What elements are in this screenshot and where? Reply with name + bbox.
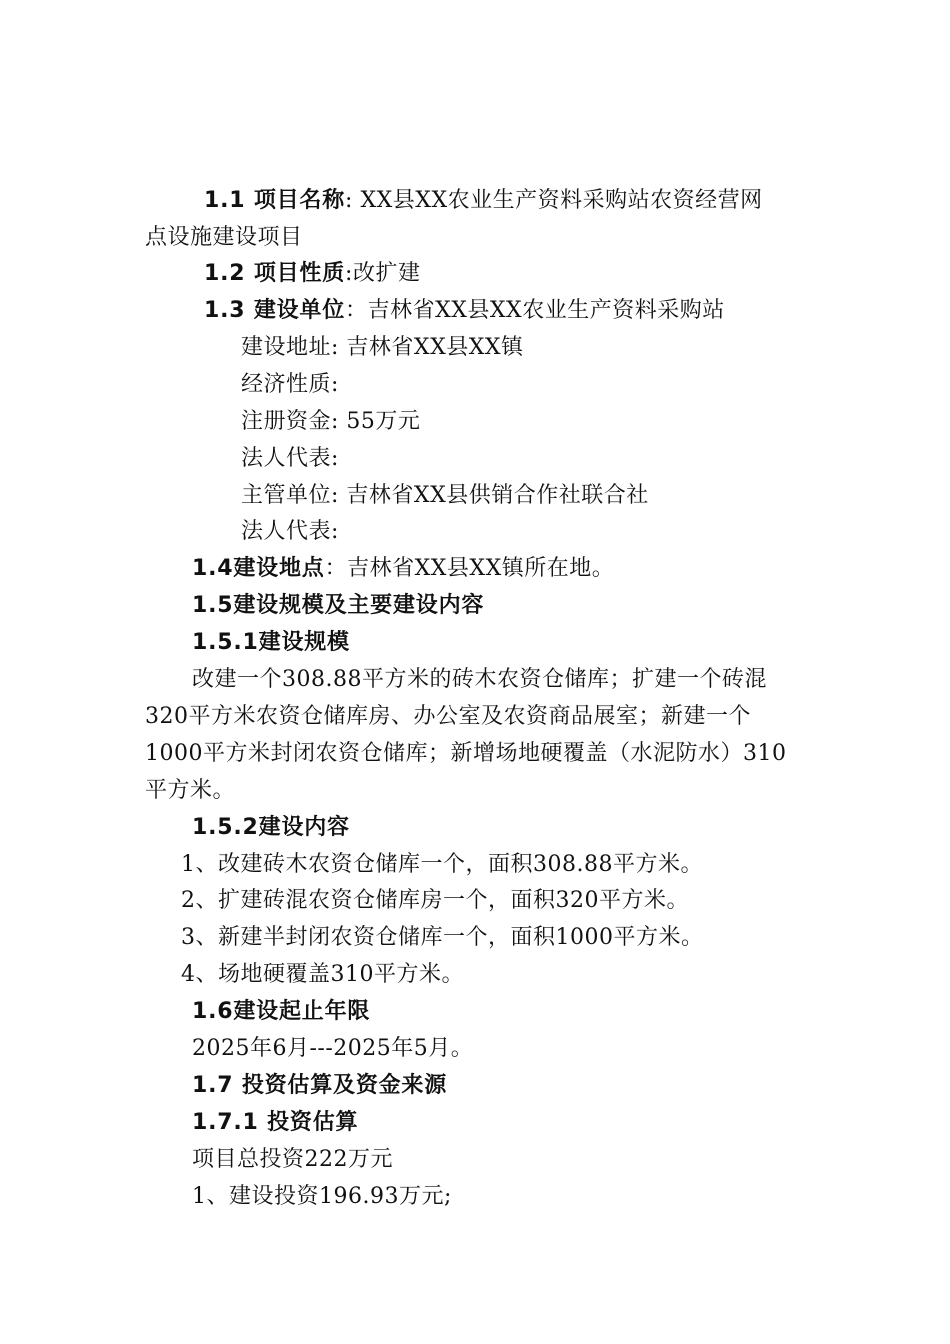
content-item-4: 4、场地硬覆盖310平方米。	[181, 962, 464, 987]
sep-1-3: ：	[345, 298, 368, 323]
heading-1-2: 1.2 项目性质	[204, 261, 346, 286]
section-1-4	[192, 554, 614, 584]
heading-1-1: 1.1 项目名称	[204, 188, 346, 213]
scale-line-4: 平方米。	[145, 778, 236, 803]
economic-nature: 经济性质:	[241, 372, 339, 397]
sep-1-2: :	[345, 261, 353, 286]
sep-1-4: ：	[324, 556, 348, 581]
heading-1-4: 1.4建设地点	[192, 556, 325, 581]
heading-1-5-2: 1.5.2建设内容	[192, 815, 350, 840]
sep-1-1: :	[345, 188, 353, 213]
text-1-2: 改扩建	[352, 261, 421, 286]
section-1-1	[204, 186, 763, 216]
heading-1-7: 1.7 投资估算及资金来源	[192, 1073, 448, 1098]
scale-line-2: 320平方米农资仓储库房、办公室及农资商品展室；新建一个	[145, 704, 751, 729]
total-investment: 项目总投资222万元	[192, 1147, 393, 1172]
construction-address: 建设地址: 吉林省XX县XX镇	[241, 335, 524, 360]
text-1-4: 吉林省XX县XX镇所在地。	[347, 556, 615, 581]
heading-1-3: 1.3 建设单位	[204, 298, 346, 323]
heading-1-5: 1.5建设规模及主要建设内容	[192, 593, 485, 618]
content-item-1: 1、改建砖木农资仓储库一个，面积308.88平方米。	[181, 852, 703, 877]
content-item-3: 3、新建半封闭农资仓储库一个，面积1000平方米。	[181, 925, 704, 950]
content-item-2: 2、扩建砖混农资仓储库房一个，面积320平方米。	[181, 888, 689, 913]
heading-1-7-1: 1.7.1 投资估算	[192, 1110, 359, 1135]
text-1-1-cont: 点设施建设项目	[145, 225, 303, 250]
supervisor-legal-representative: 法人代表:	[241, 519, 339, 544]
heading-1-6: 1.6建设起止年限	[192, 999, 371, 1024]
heading-1-5-1: 1.5.1建设规模	[192, 630, 350, 655]
text-1-1: XX县XX农业生产资料采购站农资经营网	[360, 188, 763, 213]
investment-item-1: 1、建设投资196.93万元;	[192, 1184, 452, 1209]
text-1-3: 吉林省XX县XX农业生产资料采购站	[367, 298, 725, 323]
scale-line-1: 改建一个308.88平方米的砖木农资仓储库；扩建一个砖混	[192, 667, 767, 692]
registered-capital: 注册资金: 55万元	[241, 409, 421, 434]
supervising-unit: 主管单位: 吉林省XX县供销合作社联合社	[241, 483, 649, 508]
section-1-3	[204, 296, 725, 326]
section-1-2	[204, 259, 420, 289]
period-text: 2025年6月---2025年5月。	[192, 1036, 474, 1061]
legal-representative: 法人代表:	[241, 446, 339, 471]
scale-line-3: 1000平方米封闭农资仓储库；新增场地硬覆盖（水泥防水）310	[145, 741, 787, 766]
